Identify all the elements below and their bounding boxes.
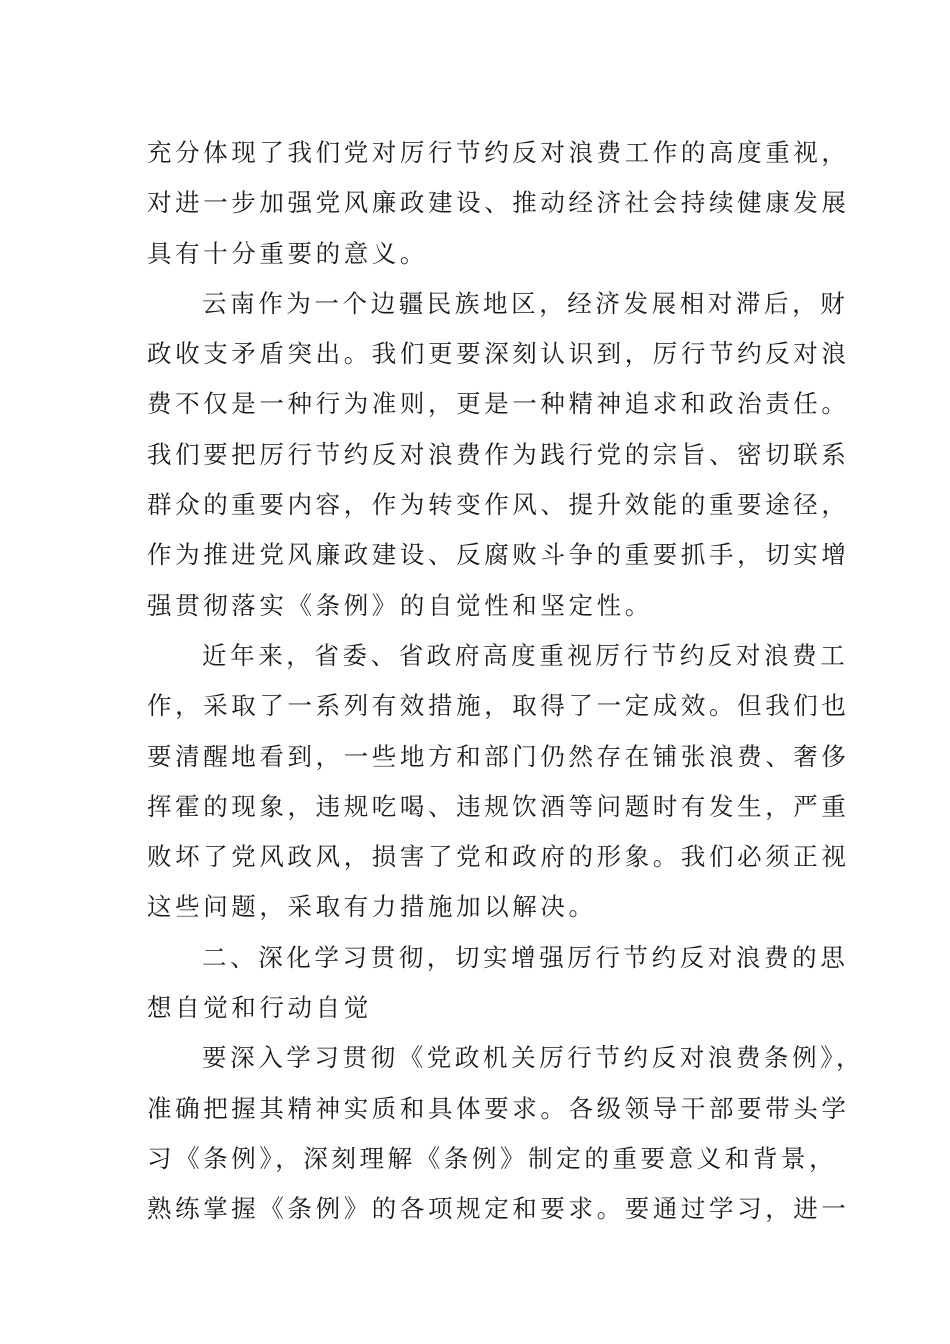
text-line: 充分体现了我们党对厉行节约反对浪费工作的高度重视， <box>147 138 850 167</box>
paragraph-start-line: 近年来，省委、省政府高度重视厉行节约反对浪费工 <box>202 640 849 670</box>
section-heading-line: 二、深化学习贯彻，切实增强厉行节约反对浪费的思 <box>202 942 849 972</box>
text-line: 费不仅是一种行为准则，更是一种精神追求和政治责任。 <box>147 389 850 419</box>
text-line: 挥霍的现象，违规吃喝、违规饮酒等问题时有发生，严重 <box>147 791 850 821</box>
text-line: 我们要把厉行节约反对浪费作为践行党的宗旨、密切联系 <box>147 439 850 469</box>
text-line: 习《条例》，深刻理解《条例》制定的重要意义和背景， <box>147 1143 838 1173</box>
text-line: 作，采取了一系列有效措施，取得了一定成效。但我们也 <box>147 691 850 721</box>
text-line: 对进一步加强党风廉政建设、推动经济社会持续健康发展 <box>147 188 850 218</box>
text-line: 强贯彻落实《条例》的自觉性和坚定性。 <box>147 590 653 620</box>
text-line: 这些问题，采取有力措施加以解决。 <box>147 892 597 922</box>
document-body <box>147 128 865 1235</box>
text-line: 要清醒地看到，一些地方和部门仍然存在铺张浪费、奢侈 <box>147 741 850 771</box>
text-line: 准确把握其精神实质和具体要求。各级领导干部要带头学 <box>147 1093 850 1123</box>
text-line: 作为推进党风廉政建设、反腐败斗争的重要抓手，切实增 <box>147 540 850 570</box>
text-line: 群众的重要内容，作为转变作风、提升效能的重要途径， <box>147 490 850 520</box>
text-line: 政收支矛盾突出。我们更要深刻认识到，厉行节约反对浪 <box>147 339 850 369</box>
text-line: 具有十分重要的意义。 <box>147 238 428 268</box>
section-heading-line: 想自觉和行动自觉 <box>147 993 372 1023</box>
text-line: 败坏了党风政风，损害了党和政府的形象。我们必须正视 <box>147 842 850 872</box>
text-line: 熟练掌握《条例》的各项规定和要求。要通过学习，进一 <box>147 1194 850 1224</box>
paragraph-start-line: 云南作为一个边疆民族地区，经济发展相对滞后，财 <box>202 288 849 318</box>
paragraph-start-line: 要深入学习贯彻《党政机关厉行节约反对浪费条例》， <box>202 1043 865 1073</box>
